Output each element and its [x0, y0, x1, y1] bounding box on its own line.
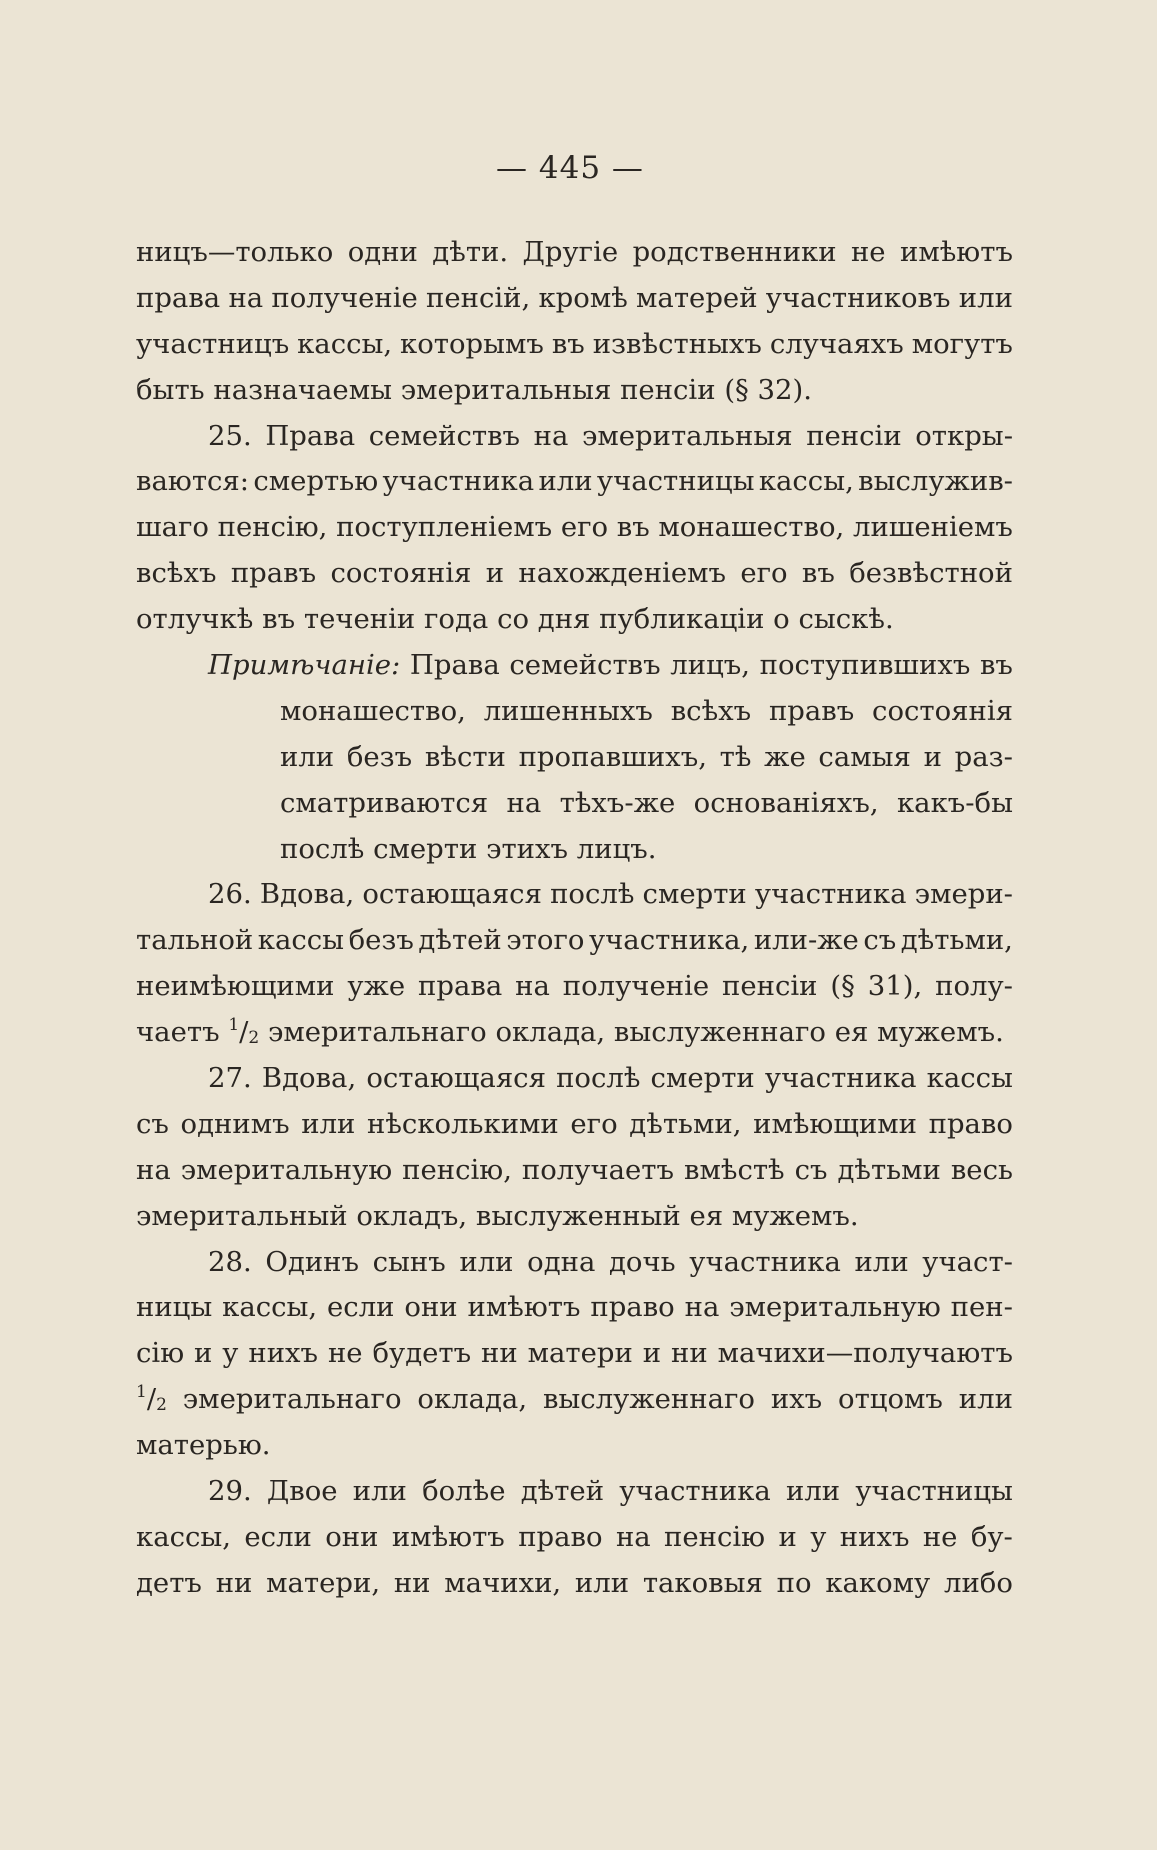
paragraph-p-29 — [136, 1469, 1013, 1607]
text-line: кассы, если они имѣютъ право на пенсію и у нихъ не бу- — [136, 1520, 1013, 1553]
page-number: — 445 — — [496, 150, 644, 186]
text-line: всѣхъ правъ состоянія и нахожденіемъ его въ безвѣстной — [136, 557, 1013, 590]
text-line: 25. Права семействъ на эмеритальныя пенсіи откры- — [208, 419, 1013, 452]
text-line: отлучкѣ въ теченіи года со дня публикаціи о сыскѣ. — [136, 603, 894, 636]
text-line: ваются: смертью участника или участницы кассы, выслужив- — [136, 465, 1013, 498]
paragraph-p-28 — [136, 1240, 1013, 1469]
text-line: участницъ кассы, которымъ въ извѣстныхъ случаяхъ могутъ — [136, 327, 1013, 360]
text-line: детъ ни матери, ни мачихи, или таковыя по какому либо — [136, 1566, 1013, 1599]
text-line: съ однимъ или нѣсколькими его дѣтьми, имѣющими право — [136, 1107, 1013, 1140]
text-line: 26. Вдова, остающаяся послѣ смерти участника эмери- — [208, 878, 1013, 911]
text-line: 29. Двое или болѣе дѣтей участника или участницы — [208, 1475, 1013, 1508]
text-line: чаетъ $^1/_2$ эмеритальнаго оклада, выслуженнаго ея мужемъ. — [136, 1010, 1013, 1056]
text-line: $^1/_2$ эмеритальнаго оклада, выслуженнаго ихъ отцомъ или — [136, 1377, 1013, 1423]
text-line: монашество, лишенныхъ всѣхъ правъ состоянія — [280, 694, 1013, 727]
text-line: шаго пенсію, поступленіемъ его въ монашество, лишеніемъ — [136, 511, 1013, 544]
note-label: Примѣчаніе: — [208, 649, 401, 682]
paragraph-p-cont — [136, 230, 1013, 414]
text-line: матерью. — [136, 1429, 271, 1462]
text-line: ницы кассы, если они имѣютъ право на эмеритальную пен- — [136, 1291, 1013, 1324]
text-line: 27. Вдова, остающаяся послѣ смерти участника кассы — [208, 1062, 1013, 1095]
text-line: эмеритальный окладъ, выслуженный ея мужемъ. — [136, 1199, 859, 1232]
text-line: сію и у нихъ не будетъ ни матери и ни мачихи—получаютъ — [136, 1337, 1013, 1370]
text-line: Примѣчаніе: Права семействъ лицъ, поступившихъ въ — [136, 643, 1013, 689]
paragraph-p-26 — [136, 872, 1013, 1056]
paragraph-p-25 — [136, 414, 1013, 643]
text-line: 28. Одинъ сынъ или одна дочь участника или участ- — [208, 1245, 1013, 1278]
fraction-half: $^1/_2$ — [136, 1382, 167, 1416]
fraction-half: $^1/_2$ — [228, 1015, 260, 1049]
text-line: или безъ вѣсти пропавшихъ, тѣ же самыя и раз- — [280, 740, 1013, 773]
text-line: ницъ—только одни дѣти. Другіе родственники не имѣютъ — [136, 236, 1013, 268]
text-line: сматриваются на тѣхъ-же основаніяхъ, какъ-бы — [280, 786, 1013, 819]
text-line: неимѣющими уже права на полученіе пенсіи (§ 31), полу- — [136, 970, 1013, 1003]
body-text — [136, 230, 1013, 1607]
text-line: послѣ смерти этихъ лицъ. — [280, 832, 657, 865]
paragraph-p-note — [136, 643, 1013, 872]
text-line: права на полученіе пенсій, кромѣ матерей участниковъ или — [136, 281, 1013, 314]
text-line: быть назначаемы эмеритальныя пенсіи (§ 32). — [136, 373, 813, 406]
text-line: на эмеритальную пенсію, получаетъ вмѣстѣ съ дѣтьми весь — [136, 1153, 1013, 1186]
text-line: тальной кассы безъ дѣтей этого участника, или-же съ дѣтьми, — [136, 924, 1013, 957]
paragraph-p-27 — [136, 1056, 1013, 1240]
